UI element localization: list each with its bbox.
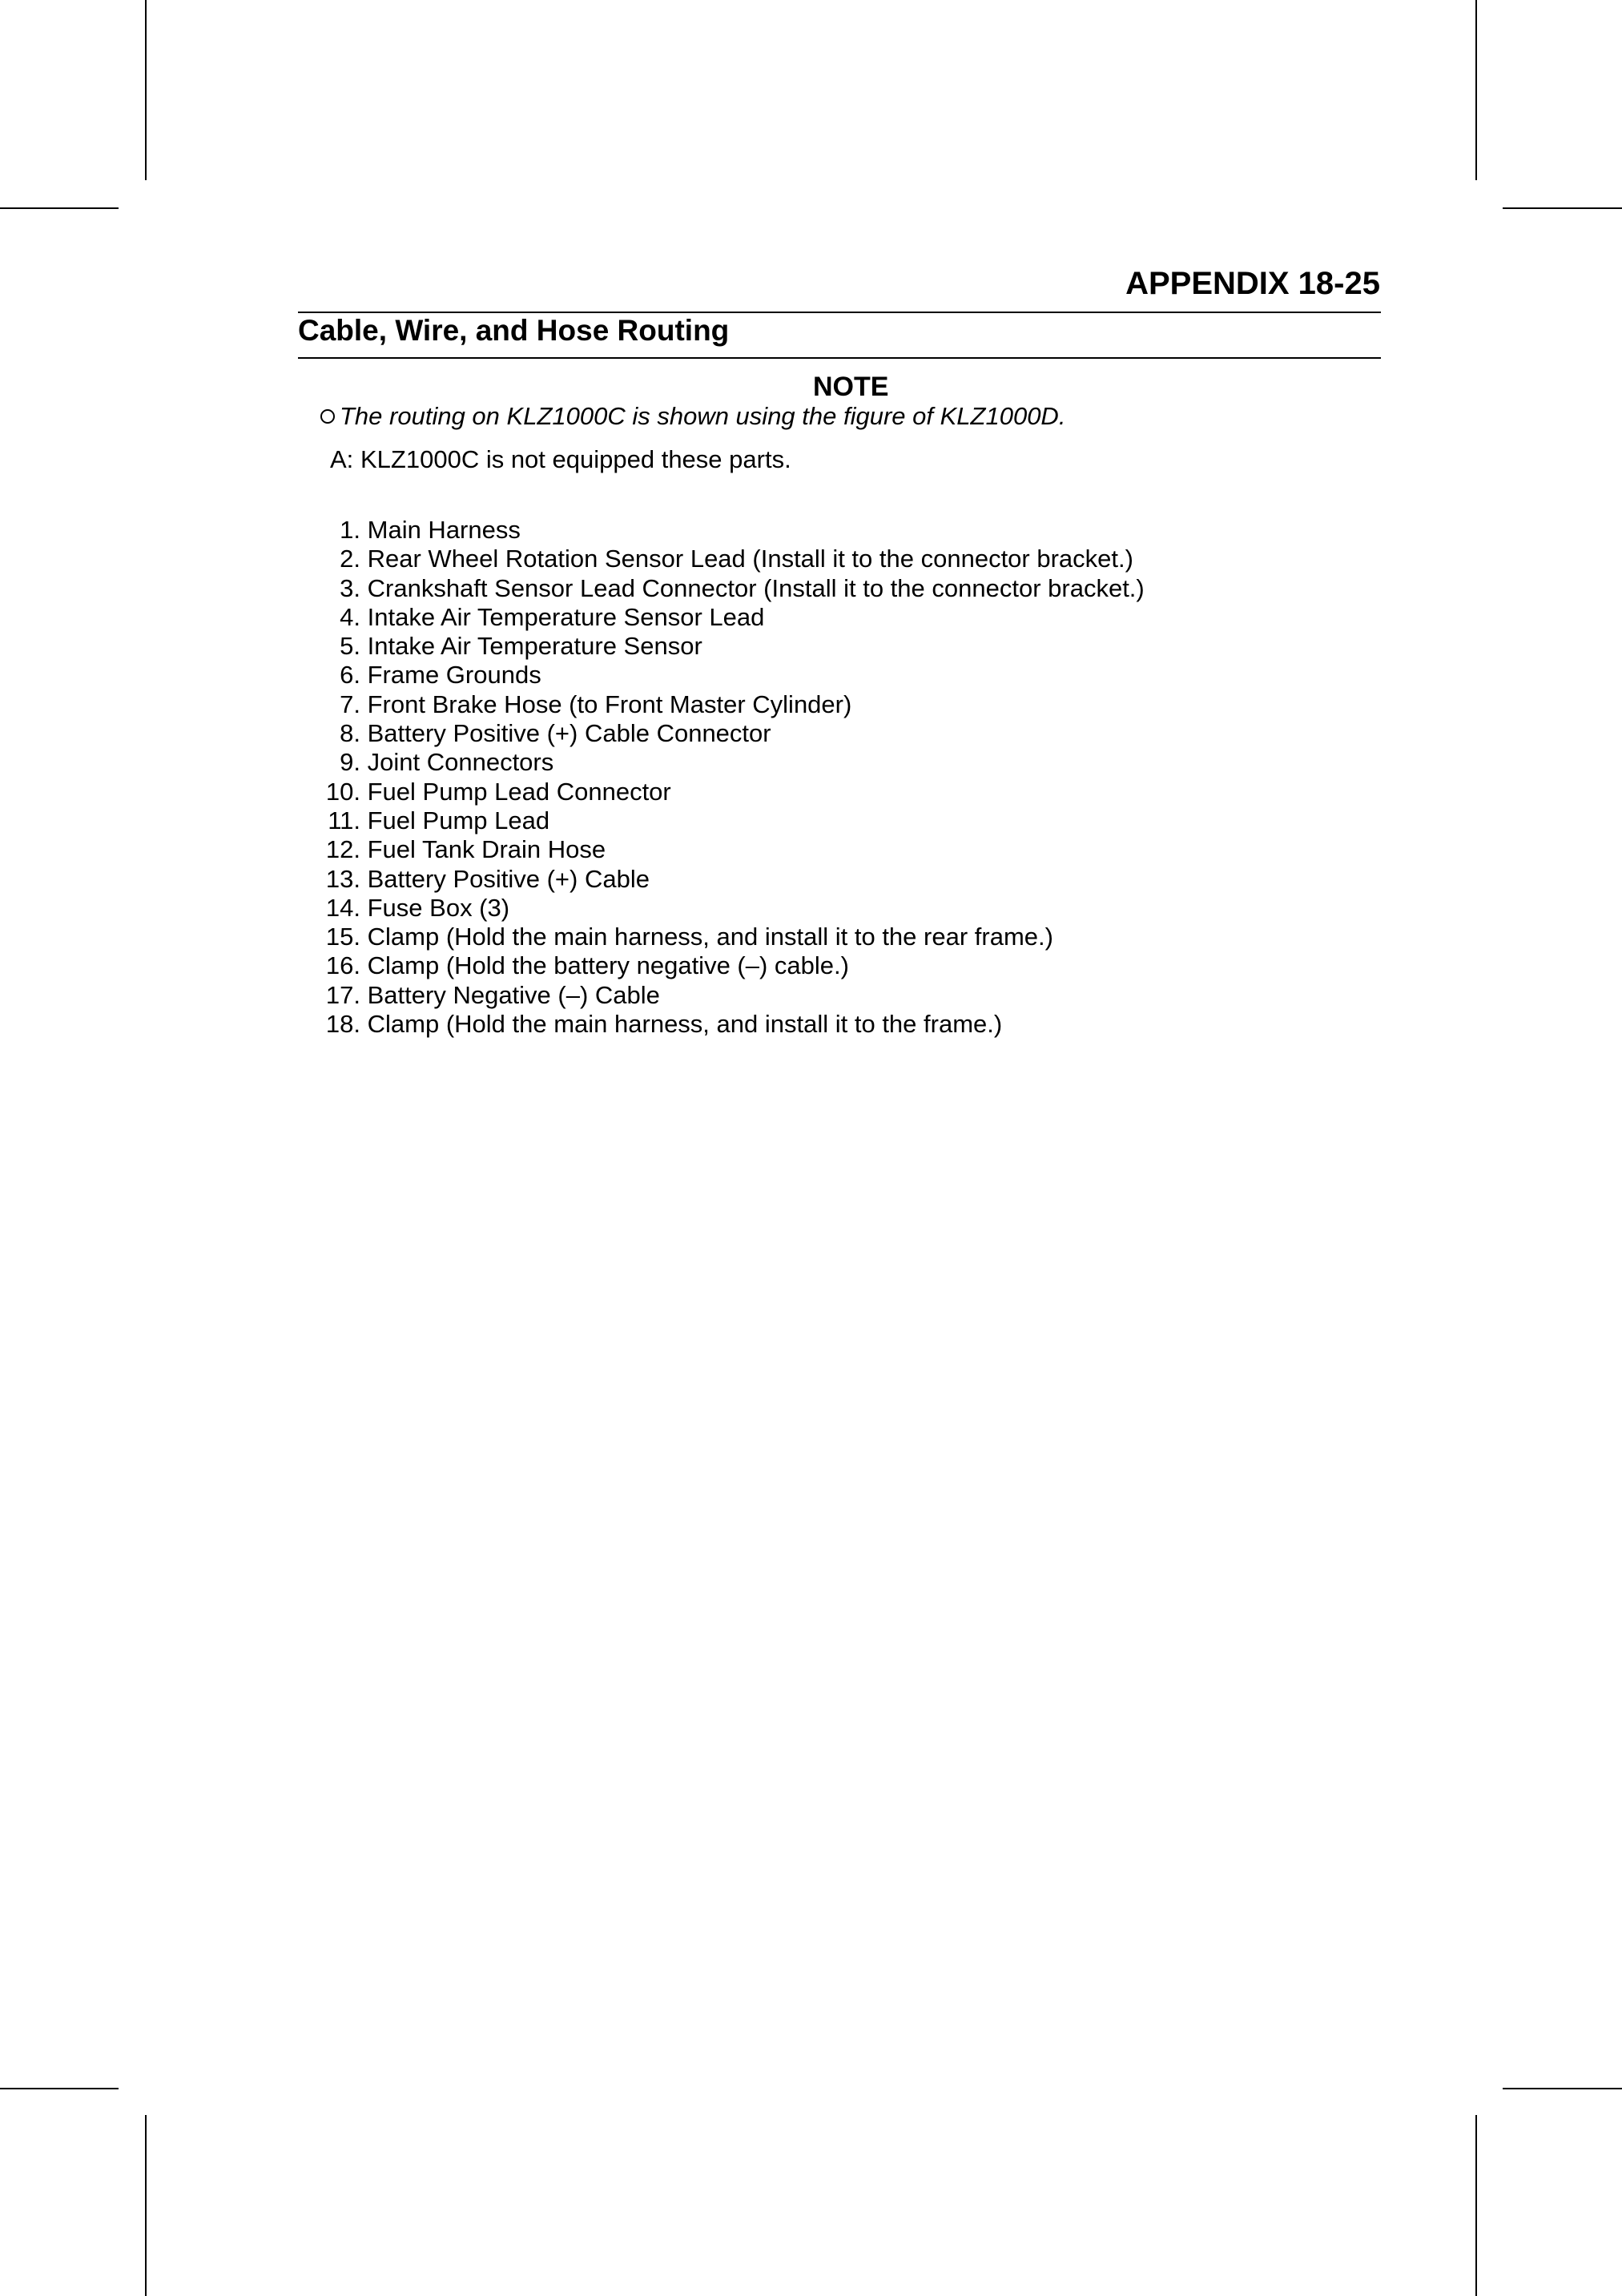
legend-item: 9. Joint Connectors	[340, 748, 554, 777]
legend-item: 10. Fuel Pump Lead Connector	[325, 777, 671, 806]
crop-mark-top-left-horizontal	[0, 207, 119, 209]
legend-item: 15. Clamp (Hold the main harness, and install it to the rear frame.)	[325, 923, 1053, 951]
callout-a	[330, 445, 791, 474]
section-title: Cable, Wire, and Hose Routing	[298, 314, 730, 347]
crop-mark-bottom-left-horizontal	[0, 2088, 119, 2089]
note-line	[320, 402, 1065, 431]
parts-legend	[312, 516, 1145, 1039]
legend-item: 3. Crankshaft Sensor Lead Connector (Install it to the connector bracket.)	[340, 573, 1145, 602]
page-number: APPENDIX 18-25	[1125, 266, 1380, 301]
crop-mark-bottom-left-vertical	[145, 2115, 147, 2296]
legend-item: 17. Battery Negative (–) Cable	[325, 980, 660, 1009]
circle-bullet-icon	[320, 409, 335, 424]
legend-item: 14. Fuse Box (3)	[325, 893, 510, 922]
legend-item: 2. Rear Wheel Rotation Sensor Lead (Install it to the connector bracket.)	[340, 545, 1133, 573]
legend-item: 4. Intake Air Temperature Sensor Lead	[340, 602, 765, 631]
legend-item: 12. Fuel Tank Drain Hose	[325, 835, 606, 864]
legend-item: 6. Frame Grounds	[340, 661, 541, 690]
legend-item: 1. Main Harness	[340, 516, 521, 544]
note-heading: NOTE	[813, 372, 889, 402]
header-rule-bottom	[298, 357, 1381, 359]
legend-item: 18. Clamp (Hold the main harness, and install it to the frame.)	[325, 1010, 1003, 1039]
legend-item: 7. Front Brake Hose (to Front Master Cylinder)	[340, 690, 852, 718]
legend-item: 13. Battery Positive (+) Cable	[325, 864, 650, 893]
callout-key: A:	[330, 445, 354, 473]
crop-mark-top-right-horizontal	[1503, 207, 1622, 209]
legend-item: 11. Fuel Pump Lead	[328, 806, 550, 834]
legend-item: 8. Battery Positive (+) Cable Connector	[340, 719, 771, 748]
crop-mark-top-left-vertical	[145, 0, 147, 180]
crop-mark-top-right-vertical	[1475, 0, 1477, 180]
header-rule-top	[298, 312, 1381, 313]
legend-item: 5. Intake Air Temperature Sensor	[340, 632, 702, 661]
legend-item: 16. Clamp (Hold the battery negative (–) cable.)	[325, 951, 849, 980]
callout-text: KLZ1000C is not equipped these parts.	[360, 445, 791, 473]
crop-mark-bottom-right-vertical	[1475, 2115, 1477, 2296]
crop-mark-bottom-right-horizontal	[1503, 2088, 1622, 2089]
note-text: The routing on KLZ1000C is shown using the figure of KLZ1000D.	[340, 402, 1066, 430]
